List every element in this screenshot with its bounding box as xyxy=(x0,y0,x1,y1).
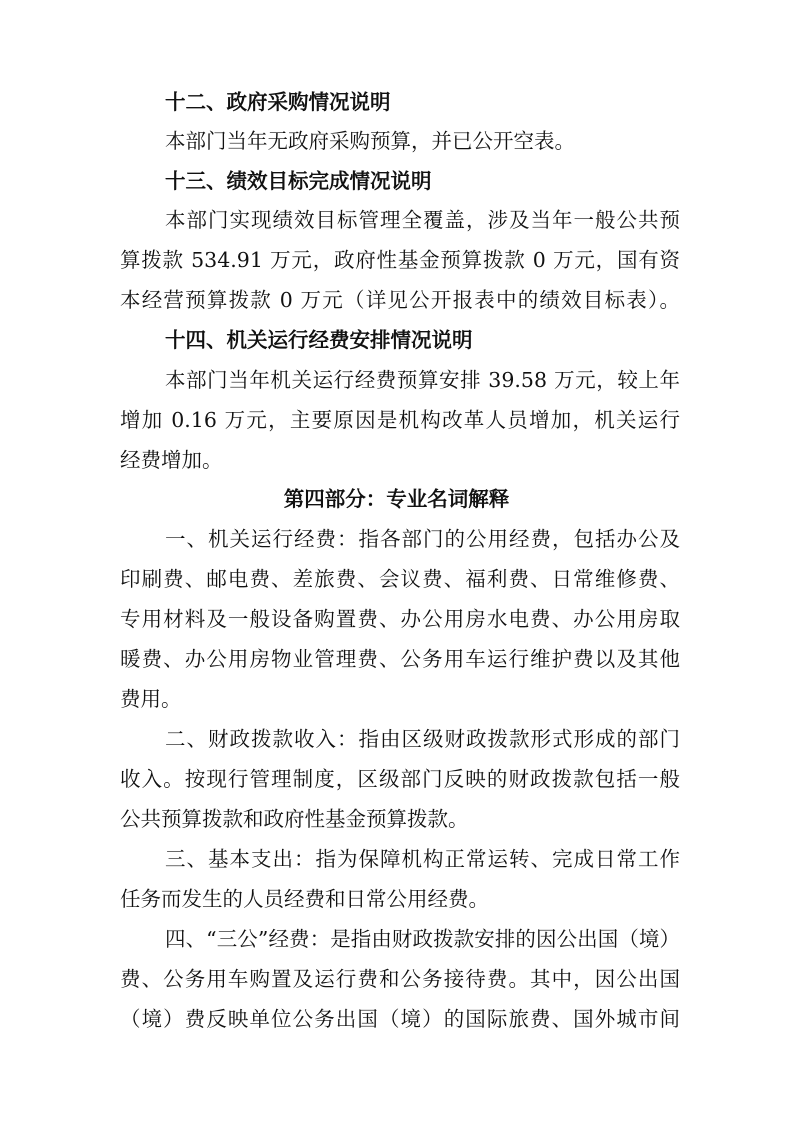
section-13-heading: 十三、绩效目标完成情况说明 xyxy=(165,169,432,193)
part-4-title: 第四部分：专业名词解释 xyxy=(283,487,510,511)
term-2-line-2: 收入。按现行管理制度，区级部门反映的财政拨款包括一般 xyxy=(120,767,680,791)
term-4-line-3: （境）费反映单位公务出国（境）的国际旅费、国外城市间 xyxy=(120,1007,680,1031)
term-4-line-2: 费、公务用车购置及运行费和公务接待费。其中，因公出国 xyxy=(120,967,680,991)
term-1-line-4: 暖费、办公用房物业管理费、公务用车运行维护费以及其他 xyxy=(120,647,680,671)
term-4-line-1: 四、“三公”经费：是指由财政拨款安排的因公出国（境） xyxy=(165,927,680,951)
term-1-line-1: 一、机关运行经费：指各部门的公用经费，包括办公及 xyxy=(165,527,680,551)
term-2-line-1: 二、财政拨款收入：指由区级财政拨款形式形成的部门 xyxy=(165,727,680,751)
section-12-heading: 十二、政府采购情况说明 xyxy=(165,90,391,114)
section-14-line-1: 本部门当年机关运行经费预算安排 39.58 万元，较上年 xyxy=(165,368,680,392)
term-2-line-3: 公共预算拨款和政府性基金预算拨款。 xyxy=(120,807,469,831)
section-14-line-3: 经费增加。 xyxy=(120,448,223,472)
term-1-line-5: 费用。 xyxy=(120,687,182,711)
section-13-line-2: 算拨款 534.91 万元，政府性基金预算拨款 0 万元，国有资 xyxy=(120,248,680,272)
section-13-line-3: 本经营预算拨款 0 万元（详见公开报表中的绩效目标表）。 xyxy=(120,288,680,312)
section-13-line-1: 本部门实现绩效目标管理全覆盖，涉及当年一般公共预 xyxy=(165,208,680,232)
term-1-line-3: 专用材料及一般设备购置费、办公用房水电费、办公用房取 xyxy=(120,607,680,631)
section-14-heading: 十四、机关运行经费安排情况说明 xyxy=(165,328,473,352)
section-14-line-2: 增加 0.16 万元，主要原因是机构改革人员增加，机关运行 xyxy=(120,408,680,432)
term-1-line-2: 印刷费、邮电费、差旅费、会议费、福利费、日常维修费、 xyxy=(120,567,680,591)
term-3-line-2: 任务而发生的人员经费和日常公用经费。 xyxy=(120,887,489,911)
section-12-paragraph: 本部门当年无政府采购预算，并已公开空表。 xyxy=(165,129,575,153)
term-3-line-1: 三、基本支出：指为保障机构正常运转、完成日常工作 xyxy=(165,847,680,871)
